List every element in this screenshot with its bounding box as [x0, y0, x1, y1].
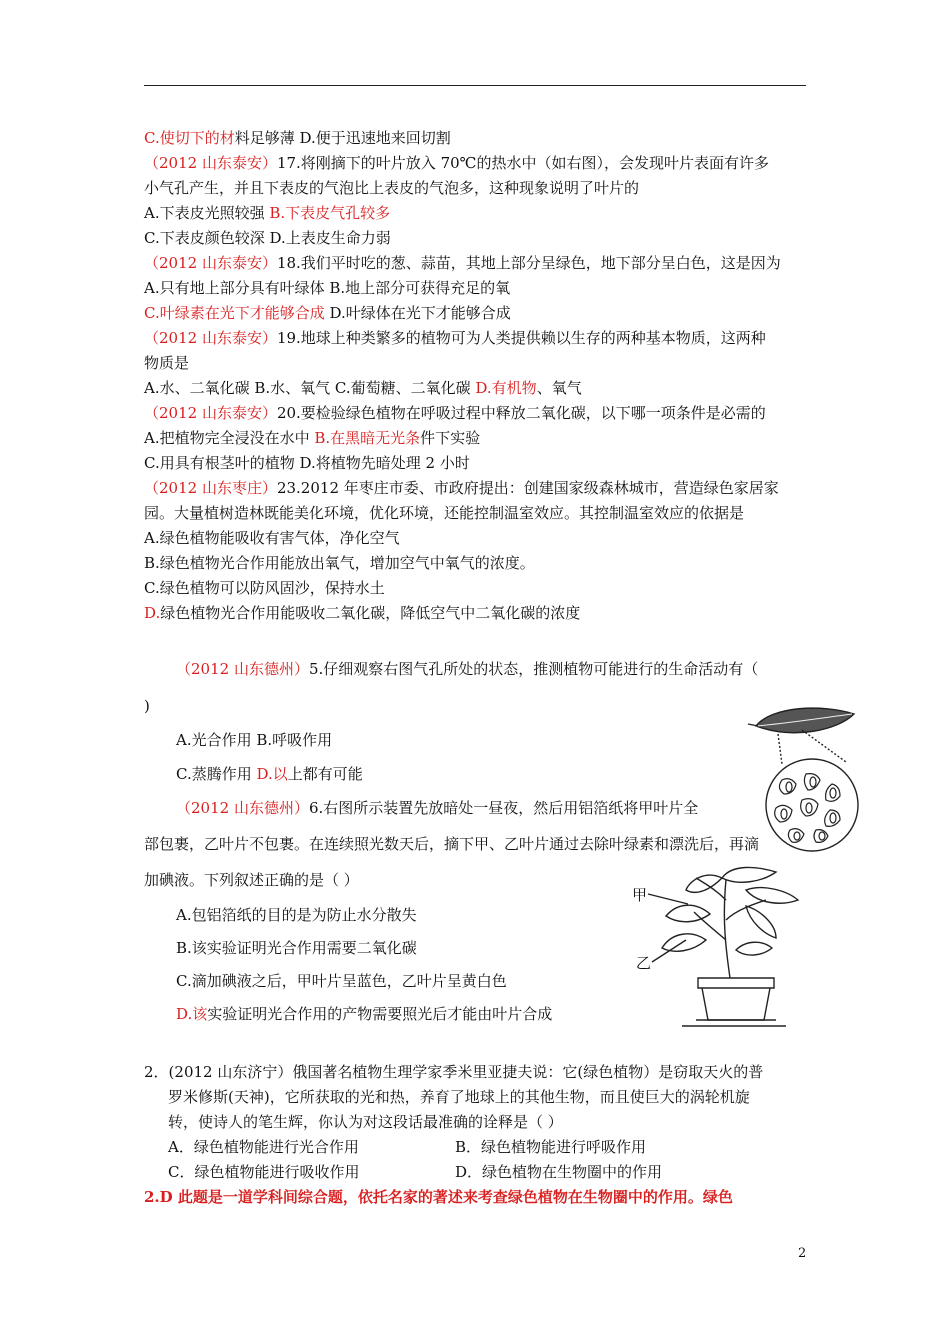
q6-line2: 部包裹，乙叶片不包裹。在连续照光数天后，摘下甲、乙叶片通过去除叶绿素和漂洗后，再滴: [144, 835, 760, 853]
q2-option-b: B．绿色植物能进行呼吸作用: [455, 1138, 647, 1156]
q23-line1: （2012 山东枣庄）23.2012 年枣庄市委、市政府提出：创建国家级森林城市，营造绿色家居家: [144, 479, 779, 497]
potted-plant-figure: [626, 860, 806, 1030]
q6-option-b: B.该实验证明光合作用需要二氧化碳: [176, 939, 417, 957]
q18-options-cd: C.叶绿素在光下才能够合成 D.叶绿体在光下才能够合成: [144, 304, 511, 322]
line-c-option: C.使切下的材料足够薄 D.便于迅速地来回切割: [144, 129, 451, 147]
q5-options-cd: C.蒸腾作用 D.以上都有可能: [176, 765, 363, 783]
q5-line2: ): [144, 697, 150, 715]
q20-options-ab: A.把植物完全浸没在水中 B.在黑暗无光条件下实验: [144, 429, 481, 447]
q5-line1: （2012 山东德州）5.仔细观察右图气孔所处的状态，推测植物可能进行的生命活动有（: [176, 660, 759, 678]
q2-option-d: D．绿色植物在生物圈中的作用: [455, 1163, 663, 1181]
q2-line2: 罗米修斯(天神)，它所获取的光和热，养育了地球上的其他生物，而且使巨大的涡轮机旋: [168, 1088, 750, 1106]
q2-answer: 2.D 此题是一道学科间综合题，依托名家的著述来考查绿色植物在生物圈中的作用。绿色: [144, 1188, 733, 1206]
q23-option-c: C.绿色植物可以防风固沙，保持水土: [144, 579, 385, 597]
q6-line1: （2012 山东德州）6.右图所示装置先放暗处一昼夜，然后用铝箔纸将甲叶片全: [176, 799, 699, 817]
q18-options-ab: A.只有地上部分具有叶绿体 B.地上部分可获得充足的氧: [144, 279, 511, 297]
q17-line1: （2012 山东泰安）17.将刚摘下的叶片放入 70℃的热水中（如右图），会发现叶片表面有许多: [144, 154, 769, 172]
q2-line1: 2．(2012 山东济宁）俄国著名植物生理学家季米里亚捷夫说：它(绿色植物）是窃取天火的普: [144, 1063, 764, 1081]
q6-option-a: A.包铝箔纸的目的是为防止水分散失: [176, 906, 417, 924]
q17-options-cd: C.下表皮颜色较深 D.上表皮生命力弱: [144, 229, 391, 247]
header-rule: [144, 85, 806, 86]
q20-options-cd: C.用具有根茎叶的植物 D.将植物先暗处理 2 小时: [144, 454, 470, 472]
q6-line3: 加碘液。下列叙述正确的是（ ）: [144, 871, 359, 889]
q17-options-ab: A.下表皮光照较强 B.下表皮气孔较多: [144, 204, 391, 222]
q23-option-d: D.绿色植物光合作用能吸收二氧化碳，降低空气中二氧化碳的浓度: [144, 604, 581, 622]
q18-line1: （2012 山东泰安）18.我们平时吃的葱、蒜苗，其地上部分呈绿色，地下部分呈白色，这是因为: [144, 254, 781, 272]
q23-option-a: A.绿色植物能吸收有害气体，净化空气: [144, 529, 400, 547]
q6-option-d: D.该实验证明光合作用的产物需要照光后才能由叶片合成: [176, 1005, 553, 1023]
q23-option-b: B.绿色植物光合作用能放出氧气，增加空气中氧气的浓度。: [144, 554, 535, 572]
leaf-stomata-figure: [742, 700, 860, 860]
q17-line2: 小气孔产生，并且下表皮的气泡比上表皮的气泡多，这种现象说明了叶片的: [144, 179, 640, 197]
q6-option-c: C.滴加碘液之后，甲叶片呈蓝色，乙叶片呈黄白色: [176, 972, 507, 990]
q2-line3: 转，使诗人的笔生辉，你认为对这段话最准确的诠释是（ ）: [168, 1113, 563, 1131]
q19-options: A.水、二氧化碳 B.水、氧气 C.葡萄糖、二氧化碳 D.有机物、氧气: [144, 379, 582, 397]
q20-line1: （2012 山东泰安）20.要检验绿色植物在呼吸过程中释放二氧化碳，以下哪一项条件是必需的: [144, 404, 766, 422]
q19-line1: （2012 山东泰安）19.地球上种类繁多的植物可为人类提供赖以生存的两种基本物质，这两种: [144, 329, 766, 347]
q19-line2: 物质是: [144, 354, 190, 372]
label-jia: 甲: [632, 886, 648, 904]
page-number: 2: [798, 1246, 807, 1261]
q2-option-a: A．绿色植物能进行光合作用: [168, 1138, 359, 1156]
q23-line2: 园。大量植树造林既能美化环境，优化环境，还能控制温室效应。其控制温室效应的依据是: [144, 504, 745, 522]
q2-option-c: C．绿色植物能进行吸收作用: [168, 1163, 360, 1181]
label-yi: 乙: [636, 954, 652, 972]
q5-options-ab: A.光合作用 B.呼吸作用: [176, 731, 333, 749]
